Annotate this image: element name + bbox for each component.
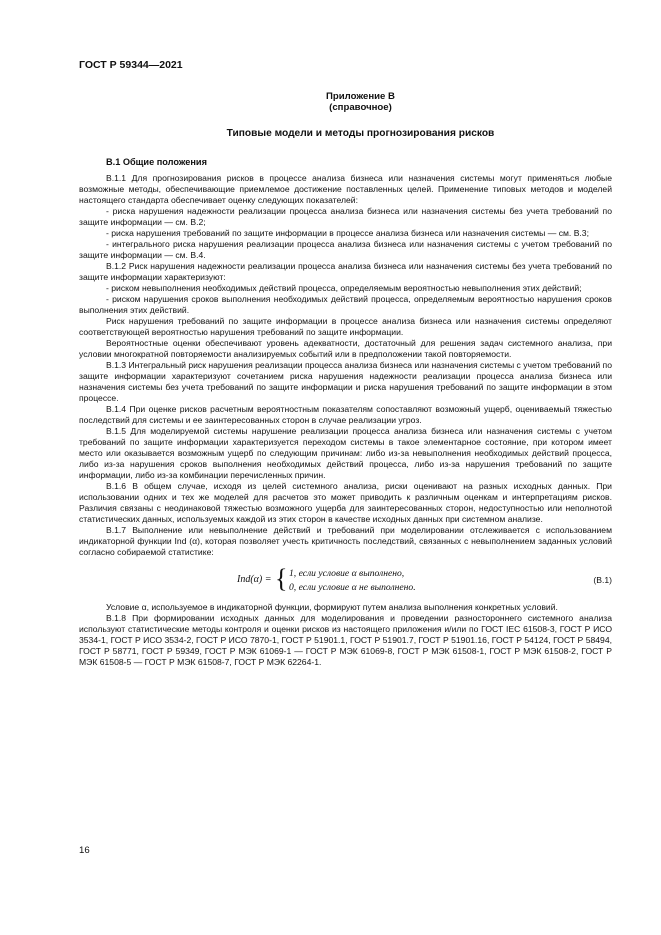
paragraph-b17: В.1.7 Выполнение или невыполнение действий и требований при моделировании отслеживается с использованием индикаторной функции Ind (α), которая позволяет учесть критичность последствий, связанных с невыполнением заданных условий согласно собираемой статистике:	[79, 525, 612, 557]
main-title: Типовые модели и методы прогнозирования рисков	[226, 128, 495, 139]
formula-brace: {	[275, 564, 288, 593]
annex-heading	[0, 91, 661, 113]
list-item: - интегрального риска нарушения реализации процесса анализа бизнеса или назначения системы с учетом требований по защите информации — см. В.4.	[79, 239, 612, 260]
paragraph: Вероятностные оценки обеспечивают уровень адекватности, достаточный для решения задач системного анализа, при условии многократной повторяемости анализируемых событий или в предположении такой повторяемости.	[79, 338, 612, 359]
list-item: - риска нарушения надежности реализации процесса анализа бизнеса или назначения системы без учета требований по защите информации — см. В.2;	[79, 206, 612, 227]
section-heading: В.1 Общие положения	[106, 157, 207, 167]
paragraph-b11: В.1.1 Для прогнозирования рисков в процессе анализа бизнеса или назначения системы могут применяться любые возможные методы, обеспечивающие приемлемое достижение поставленных целей. Применение типовых методов и моделей настоящего стандарта обеспечивает оценку следующих показателей:	[79, 173, 612, 205]
list-item: - риском нарушения сроков выполнения необходимых действий процесса, определяемым вероятностью нарушения сроков выполнения этих действий.	[79, 294, 612, 315]
formula-case-2: 0, если условие α не выполнено.	[289, 582, 416, 593]
list-item: - риска нарушения требований по защите информации в процессе анализа бизнеса или назначения системы — см. В.3;	[106, 228, 589, 238]
paragraph-b18: В.1.8 При формировании исходных данных для моделирования и проведении разностороннего системного анализа используют статистические методы контроля и оценки рисков из настоящего приложения и/или по ГОСТ IEC 61508-3, ГОСТ Р ИСО 3534-1, ГОСТ Р ИСО 3534-2, ГОСТ Р ИСО 7870-1, ГОСТ Р 51901.1, ГОСТ Р 51901.7, ГОСТ Р 51901.16, ГОСТ Р 54124, ГОСТ Р 58494, ГОСТ Р 58771, ГОСТ Р 59349, ГОСТ Р МЭК 61069-1 — ГОСТ Р МЭК 61069-8, ГОСТ Р МЭК 61508-1, ГОСТ Р МЭК 61508-2, ГОСТ Р МЭК 61508-5 — ГОСТ Р МЭК 61508-7, ГОСТ Р МЭК 62264-1.	[79, 613, 612, 667]
paragraph-b14: В.1.4 При оценке рисков расчетным вероятностным показателям сопоставляют возможный ущерб, оцениваемый тяжестью последствий для системы и ее заинтересованных сторон в случае реализации угроз.	[79, 404, 612, 425]
annex-title: Приложение В	[326, 91, 395, 102]
annex-subtitle: (справочное)	[329, 102, 392, 113]
formula-b1	[79, 566, 612, 598]
paragraph-b16: В.1.6 В общем случае, исходя из целей системного анализа, риски оценивают на разных исходных данных. При использовании одних и тех же моделей для расчетов это может приводить к различным оценкам и интерпретациям рисков. Различия связаны с неодинаковой тяжестью возможного ущерба для заинтересованных сторон, недоступностью или неполнотой статистических данных, используемых каждой из этих сторон в качестве исходных данных при системном анализе.	[79, 481, 612, 524]
paragraph: Риск нарушения требований по защите информации в процессе анализа бизнеса или назначения системы определяют соответствующей вероятностью нарушения требований по защите информации.	[79, 316, 612, 337]
formula-lhs: Ind(α) =	[237, 574, 272, 585]
document-header: ГОСТ Р 59344—2021	[79, 59, 183, 71]
list-item: - риском невыполнения необходимых действий процесса, определяемым вероятностью невыполнения этих действий;	[106, 283, 582, 293]
paragraph-b13: В.1.3 Интегральный риск нарушения реализации процесса анализа бизнеса или назначения системы с учетом требований по защите информации характеризуют сочетанием риска нарушения надежности реализации процесса анализа бизнеса или назначения системы без учета требований по защите информации и риска нарушения требований по защите информации в этом процессе.	[79, 360, 612, 403]
page-number: 16	[79, 845, 90, 856]
paragraph-b15: В.1.5 Для моделируемой системы нарушение реализации процесса анализа бизнеса или назначения системы с учетом требований по защите информации характеризуется переходом системы в такое элементарное состояние, при котором имеет место или оказывается возможным ущерб по следующим причинам: либо из-за невыполнения необходимых действий процесса, либо из-за нарушения сроков выполнения необходимых действий процесса, либо из-за нарушения требований по защите информации, либо из-за комбинации перечисленных причин.	[79, 426, 612, 480]
formula-number: (В.1)	[593, 575, 612, 585]
paragraph-b12: В.1.2 Риск нарушения надежности реализации процесса анализа бизнеса или назначения системы без учета требований по защите информации характеризуют:	[79, 261, 612, 282]
paragraph: Условие α, используемое в индикаторной функции, формируют путем анализа выполнения конкретных условий.	[106, 602, 558, 612]
section-content	[79, 157, 612, 668]
formula-case-1: 1, если условие α выполнено,	[289, 568, 405, 579]
